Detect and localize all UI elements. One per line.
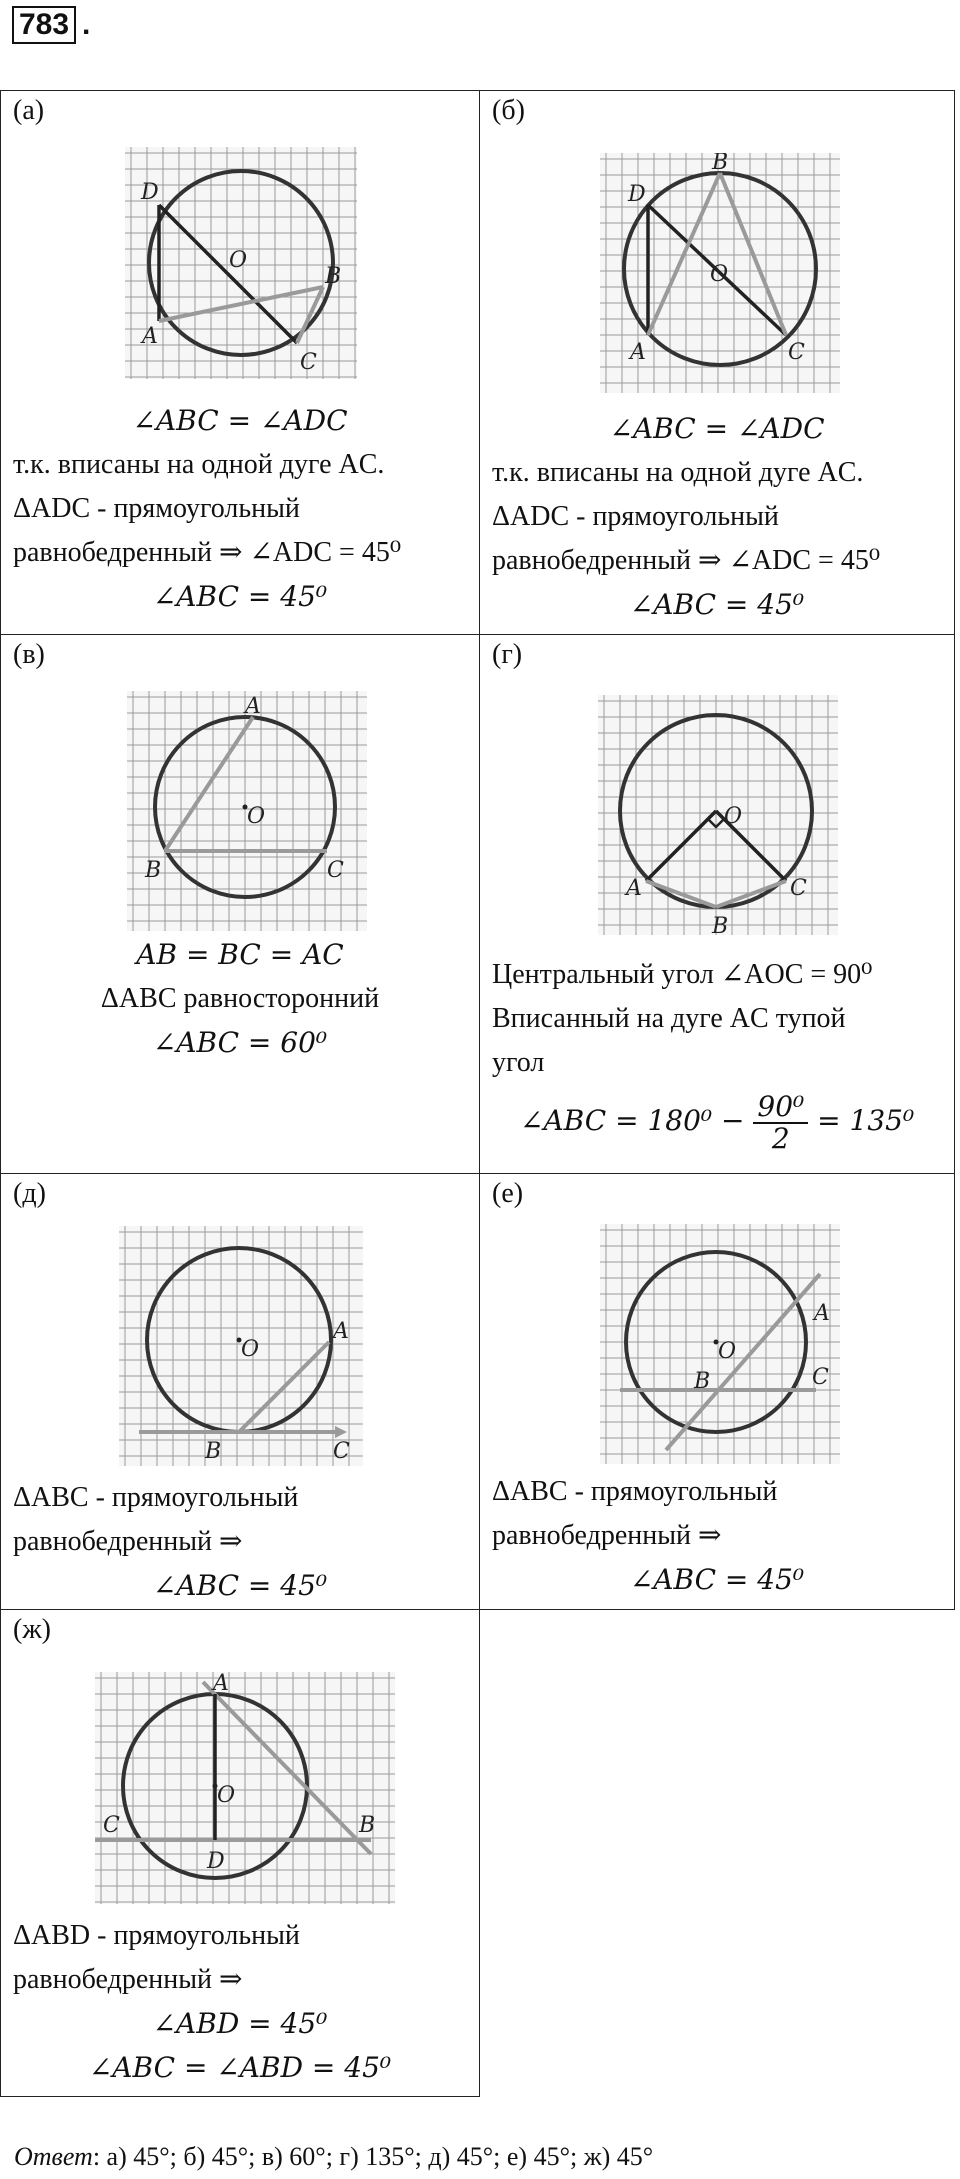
point-label-o: O (229, 248, 248, 273)
point-label-c: C (333, 1439, 350, 1464)
figure-zh (95, 1672, 395, 1904)
numerator: 90⁰ (753, 1092, 808, 1124)
point-label-a: A (814, 1301, 830, 1326)
text-line: ∠ABC = ∠ADC (609, 412, 825, 445)
point-label-a: A (630, 340, 646, 365)
answer-text: : а) 45°; б) 45°; в) 60°; г) 135°; д) 45°; е) 45°; ж) 45° (92, 2142, 654, 2171)
figure-a (125, 147, 357, 379)
point-label-o: O (241, 1337, 260, 1362)
point-label-a: A (245, 694, 261, 719)
cell-v (0, 634, 480, 1174)
fraction (753, 1089, 808, 1155)
point-label-o: O (217, 1783, 236, 1808)
problem-number: 783 (12, 6, 76, 44)
text-line: ∠ABC = 45⁰ (152, 580, 328, 613)
point-label-c: C (327, 858, 344, 883)
formula-right: = 135⁰ (817, 1104, 915, 1137)
point-label-d: D (207, 1849, 225, 1874)
point-label-b: B (359, 1813, 376, 1838)
cell-label: (г) (492, 639, 523, 670)
point-label-d: D (141, 180, 159, 205)
cell-label: (в) (13, 639, 45, 670)
cell-label: (е) (492, 1178, 524, 1209)
text-line: ∠ABC = 45⁰ (629, 1563, 805, 1596)
point-label-a: A (142, 324, 158, 349)
point-label-o: O (710, 262, 729, 287)
point-label-c: C (812, 1365, 829, 1390)
text-line: Центральный угол ∠AOC = 90⁰ (492, 959, 873, 990)
point-label-d: D (628, 182, 646, 207)
text-line: ΔABD - прямоугольный (13, 1920, 300, 1951)
text-line: ∠ABD = 45⁰ (152, 2007, 328, 2040)
cell-e (479, 1173, 955, 1610)
text-line: Вписанный на дуге AC тупой (492, 1003, 846, 1034)
point-label-o: O (718, 1339, 737, 1364)
denominator: 2 (771, 1121, 790, 1155)
answer-word: Ответ (14, 2142, 93, 2171)
problem-number-dot: . (82, 8, 91, 41)
point-label-b: B (205, 1439, 222, 1464)
point-label-a: A (213, 1672, 229, 1696)
cell-label: (ж) (13, 1614, 51, 1645)
grid (95, 1672, 395, 1904)
figure-g (598, 695, 838, 935)
point-label-c: C (790, 876, 807, 901)
point-label-c: C (300, 350, 317, 375)
point-label-a: A (333, 1319, 349, 1344)
figure-e (600, 1224, 840, 1464)
formula (520, 1091, 946, 1154)
cell-zh (0, 1609, 480, 2097)
text-line: равнобедренный ⇒ (13, 1964, 243, 1995)
answer-line (14, 2142, 653, 2172)
cell-b (479, 90, 955, 635)
point-label-o: O (247, 804, 266, 829)
point-label-o: O (724, 804, 743, 829)
text-line: ∠ABC = 45⁰ (629, 588, 805, 621)
text-line: равнобедренный ⇒ (13, 1526, 243, 1557)
cell-g (479, 634, 955, 1174)
cell-d (0, 1173, 480, 1610)
point-label-b: B (325, 264, 342, 289)
text-line: угол (492, 1047, 545, 1078)
point-label-b: B (712, 153, 729, 175)
point-label-a: A (626, 876, 642, 901)
text-line: равнобедренный ⇒ ∠ADC = 45⁰ (13, 537, 402, 568)
point-label-b: B (712, 914, 729, 935)
text-line: ΔADC - прямоугольный (13, 493, 300, 524)
text-line: ΔADC - прямоугольный (492, 501, 779, 532)
text-line: ∠ABC = ∠ADC (132, 404, 348, 437)
point-label-b: B (145, 858, 162, 883)
cell-a (0, 90, 480, 635)
text-line: т.к. вписаны на одной дуге AC. (13, 449, 385, 480)
formula-left: ∠ABC = 180⁰ − (520, 1104, 745, 1137)
point-label-c: C (788, 340, 805, 365)
text-line: равнобедренный ⇒ ∠ADC = 45⁰ (492, 545, 881, 576)
text-line: ΔABC - прямоугольный (492, 1476, 778, 1507)
text-line: ΔABC равносторонний (100, 983, 380, 1014)
cell-label: (а) (13, 95, 45, 126)
text-line: ∠ABC = 45⁰ (152, 1569, 328, 1602)
cell-label: (б) (492, 95, 525, 126)
text-line: ∠ABC = ∠ABD = 45⁰ (88, 2051, 392, 2084)
text-line: ΔABC - прямоугольный (13, 1482, 299, 1513)
text-line: т.к. вписаны на одной дуге AC. (492, 457, 864, 488)
text-line: ∠ABC = 60⁰ (152, 1026, 328, 1059)
text-line: AB = BC = AC (136, 938, 344, 971)
cell-label: (д) (13, 1178, 46, 1209)
text-line: равнобедренный ⇒ (492, 1520, 722, 1551)
figure-d (119, 1226, 363, 1466)
point-label-c: C (103, 1813, 120, 1838)
point-label-b: B (694, 1369, 711, 1394)
figure-b (600, 153, 840, 393)
figure-v (127, 691, 367, 931)
